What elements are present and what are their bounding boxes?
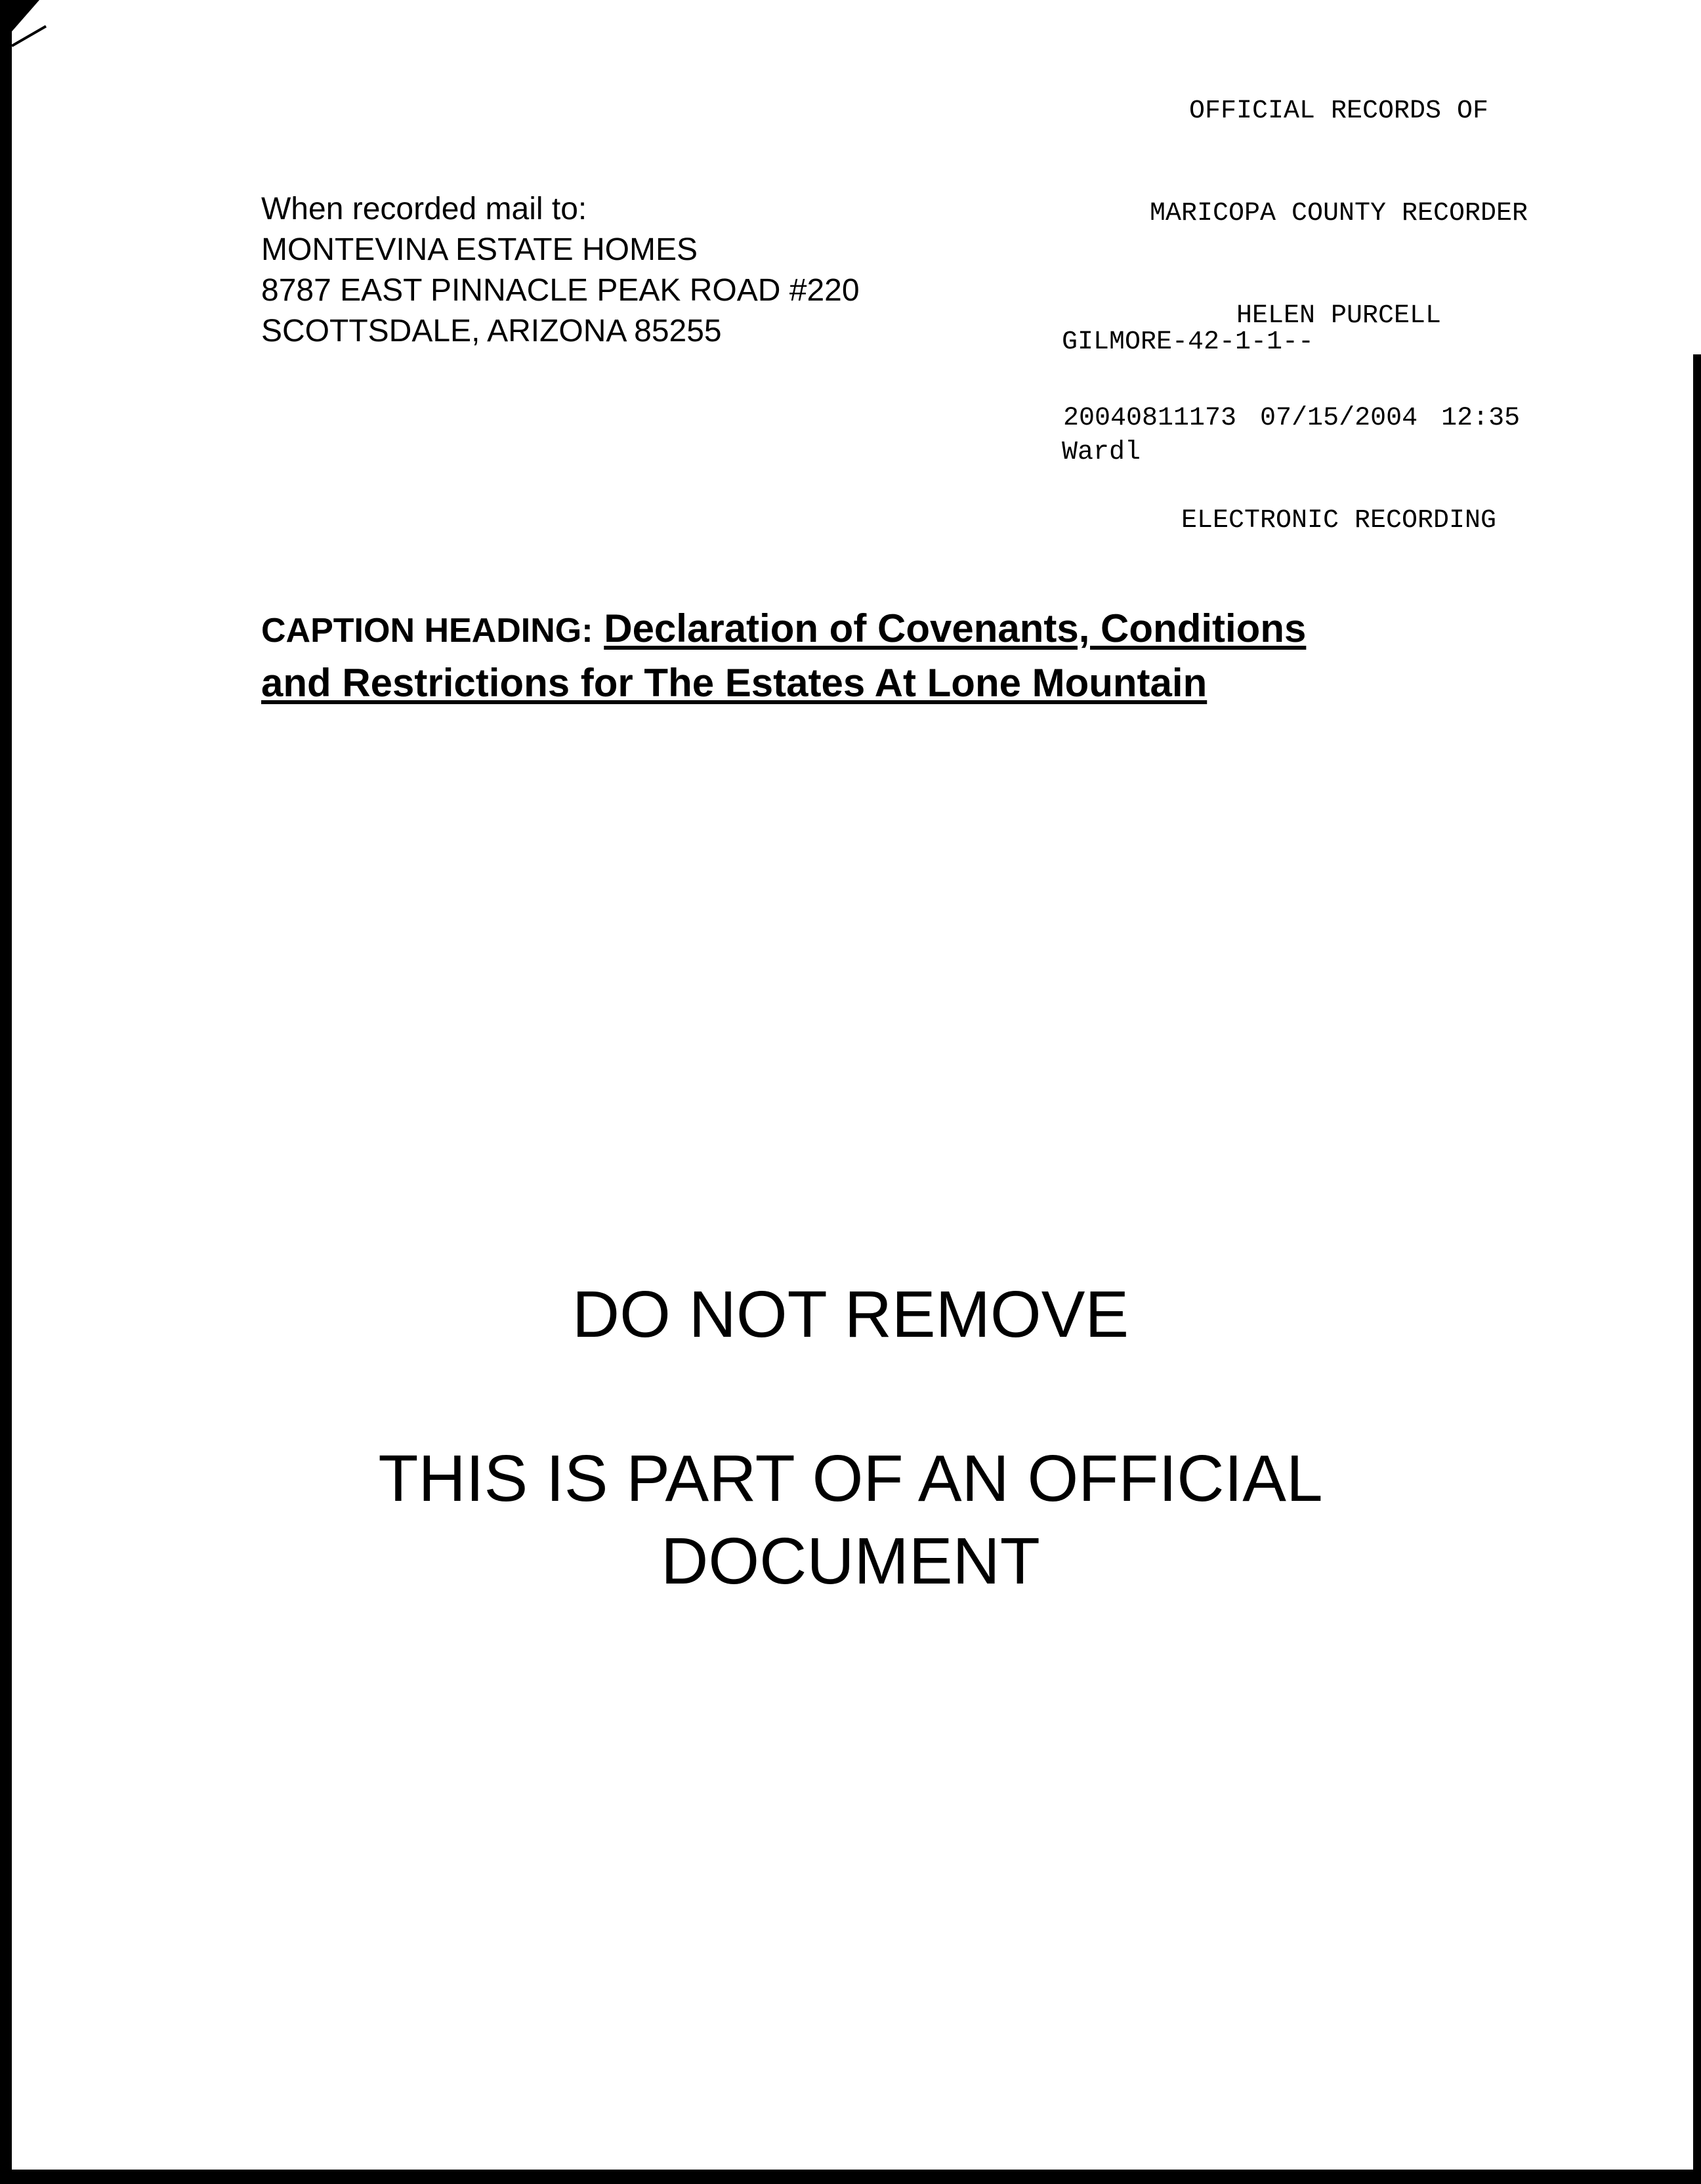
record-date: 07/15/2004 <box>1260 404 1418 433</box>
caption-heading <box>261 602 1482 709</box>
scan-edge-left <box>0 0 12 2184</box>
notice-do-not-remove: DO NOT REMOVE <box>572 1278 1129 1351</box>
notice-official-document-line2: DOCUMENT <box>661 1524 1040 1598</box>
notice-official-document-line1: THIS IS PART OF AN OFFICIAL <box>378 1442 1323 1515</box>
mail-to-heading: When recorded mail to: <box>261 192 587 226</box>
reference-block <box>1062 251 1314 508</box>
caption-label: CAPTION HEADING: <box>261 612 593 650</box>
record-number: 20040811173 <box>1063 404 1237 433</box>
mail-to-street: 8787 EAST PINNACLE PEAK ROAD #220 <box>261 273 860 308</box>
folded-corner-mark <box>0 0 59 59</box>
record-time: 12:35 <box>1441 404 1521 433</box>
mail-to-block <box>261 189 860 352</box>
stamp-line-official-records: OFFICIAL RECORDS OF <box>1188 96 1489 126</box>
stamp-line-county-recorder: MARICOPA COUNTY RECORDER <box>1149 199 1528 228</box>
caption-title-line2: and Restrictions for The Estates At Lone Mountain <box>261 661 1208 705</box>
mail-to-name: MONTEVINA ESTATE HOMES <box>261 232 698 267</box>
mail-to-city-state-zip: SCOTTSDALE, ARIZONA 85255 <box>261 314 722 348</box>
scan-edge-bottom <box>0 2170 1701 2184</box>
reference-code: GILMORE-42-1-1-- <box>1062 327 1314 357</box>
stamp-line-electronic-recording: ELECTRONIC RECORDING <box>1181 506 1497 536</box>
caption-title-line1: Declaration of Covenants, Conditions <box>604 606 1307 650</box>
scan-edge-right <box>1693 354 1701 2184</box>
reference-clerk: Wardl <box>1062 438 1141 467</box>
stamp-line-recorder-name: HELEN PURCELL <box>1236 301 1442 331</box>
